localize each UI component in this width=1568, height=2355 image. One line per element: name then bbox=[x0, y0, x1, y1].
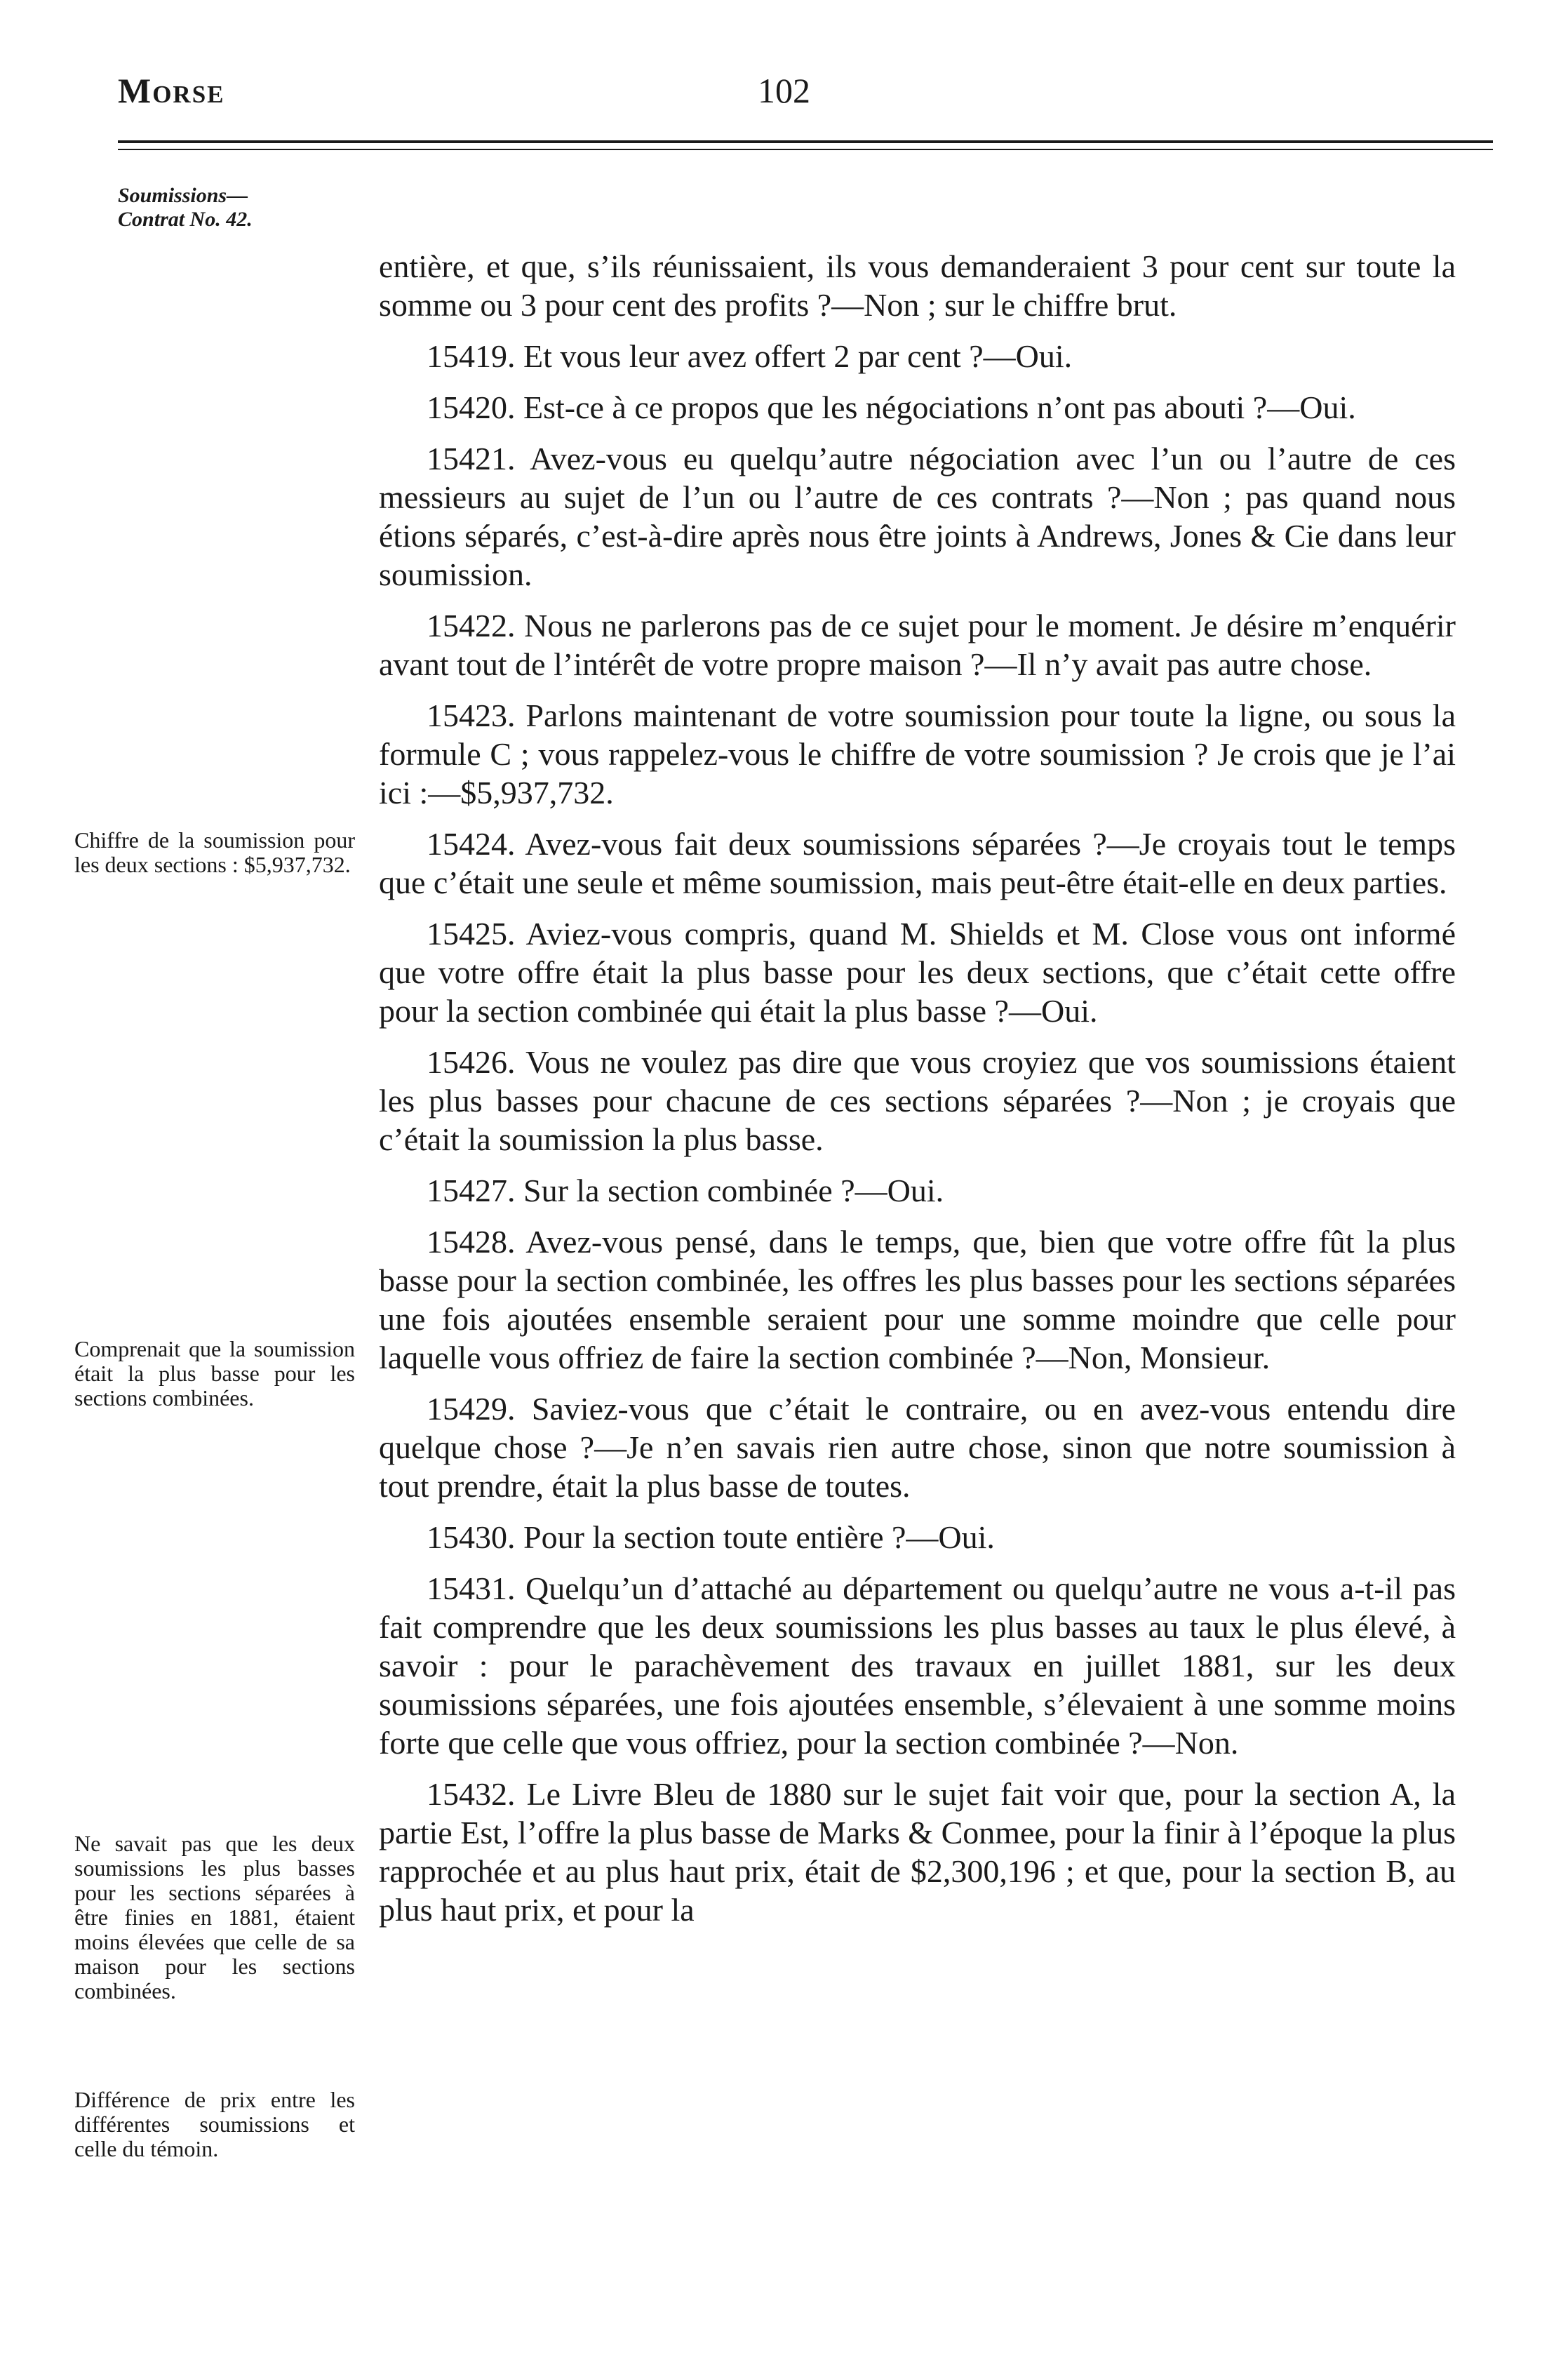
paragraph: 15422. Nous ne parlerons pas de ce sujet pour le moment. Je désire m’enquérir avant tout de l’intérêt de votre propre maison ?—Il n’y avait pas autre chose. bbox=[379, 608, 1456, 682]
paragraph: 15427. Sur la section combinée ?—Oui. bbox=[427, 1173, 944, 1208]
margin-heading bbox=[118, 184, 253, 232]
paragraph: 15430. Pour la section toute entière ?—Oui. bbox=[427, 1519, 995, 1555]
paragraph: 15425. Aviez-vous compris, quand M. Shields et M. Close vous ont informé que votre offre était la plus basse pour les deux sections, que c’était cette offre pour la section combinée qui était la plus basse ?—Oui. bbox=[379, 916, 1456, 1029]
paragraph: 15432. Le Livre Bleu de 1880 sur le sujet fait voir que, pour la section A, la partie Est, l’offre la plus basse de Marks & Conmee, pour la finir à l’époque la plus rapprochée et au plus haut prix, était de $2,300,196 ; et que, pour la section B, au plus haut prix, et pour la bbox=[379, 1776, 1456, 1928]
paragraph: 15420. Est-ce à ce propos que les négociations n’ont pas abouti ?—Oui. bbox=[427, 389, 1356, 425]
paragraph: entière, et que, s’ils réunissaient, ils vous demanderaient 3 pour cent sur toute la somme ou 3 pour cent des profits ?—Non ; sur le chiffre brut. bbox=[379, 248, 1456, 323]
paragraph: 15421. Avez-vous eu quelqu’autre négociation avec l’un ou l’autre de ces messieurs au sujet de l’un ou l’autre de ces contrats ?—Non ; pas quand nous étions séparés, c’est-à-dire après nous être joints à Andrews, Jones & Cie dans leur soumission. bbox=[379, 441, 1456, 592]
side-note-1: Chiffre de la soumission pour les deux sections : $5,937,732. bbox=[74, 827, 355, 877]
paragraph: 15429. Saviez-vous que c’était le contraire, ou en avez-vous entendu dire quelque chose ?—Je n’en savais rien autre chose, sinon que notre soumission à tout prendre, était la plus basse de toutes. bbox=[379, 1391, 1456, 1504]
paragraph: 15426. Vous ne voulez pas dire que vous croyiez que vos soumissions étaient les plus basses pour chacune de ces sections séparées ?—Non ; je croyais que c’était la soumission la plus basse. bbox=[379, 1044, 1456, 1157]
paragraph: 15428. Avez-vous pensé, dans le temps, que, bien que votre offre fût la plus basse pour la section combinée, les offres les plus basses pour les sections séparées une fois ajoutées ensemble seraient pour une somme moindre que celle pour laquelle vous offriez de faire la section combinée ?—Non, Monsieur. bbox=[379, 1224, 1456, 1375]
header-rule-thin bbox=[118, 149, 1493, 150]
side-note-4: Différence de prix entre les différentes soumissions et celle du témoin. bbox=[74, 2087, 355, 2161]
running-title: Morse bbox=[118, 71, 225, 110]
margin-heading-line1: Soumissions— bbox=[118, 184, 248, 207]
page-number: 102 bbox=[758, 71, 810, 110]
margin-heading-line2: Contrat No. 42. bbox=[118, 208, 253, 231]
paragraph: 15419. Et vous leur avez offert 2 par cent ?—Oui. bbox=[427, 338, 1073, 374]
header-rule-thick bbox=[118, 140, 1493, 143]
side-note-3: Ne savait pas que les deux soumissions les plus basses pour les sections séparées à être finies en 1881, étaient moins élevées que celle de sa maison pour les sections combinées. bbox=[74, 1831, 355, 2003]
paragraph: 15431. Quelqu’un d’attaché au département ou quelqu’autre ne vous a-t-il pas fait comprendre que les deux soumissions les plus basses au taux le plus élevé, à savoir : pour le parachèvement des travaux en juillet 1881, sur les deux soumissions séparées, une fois ajoutées ensemble, s’élevaient à une somme moins forte que celle que vous offriez, pour la section combinée ?—Non. bbox=[379, 1570, 1456, 1761]
main-text bbox=[379, 247, 1456, 1942]
side-note-2: Comprenait que la soumission était la plus basse pour les sections combinées. bbox=[74, 1336, 355, 1410]
paragraph: 15424. Avez-vous fait deux soumissions séparées ?—Je croyais tout le temps que c’était une seule et même soumission, mais peut-être était-elle en deux parties. bbox=[379, 826, 1456, 900]
paragraph: 15423. Parlons maintenant de votre soumission pour toute la ligne, ou sous la formule C ; vous rappelez-vous le chiffre de votre soumission ? Je crois que je l’ai ici :—$5,937,732. bbox=[379, 698, 1456, 810]
